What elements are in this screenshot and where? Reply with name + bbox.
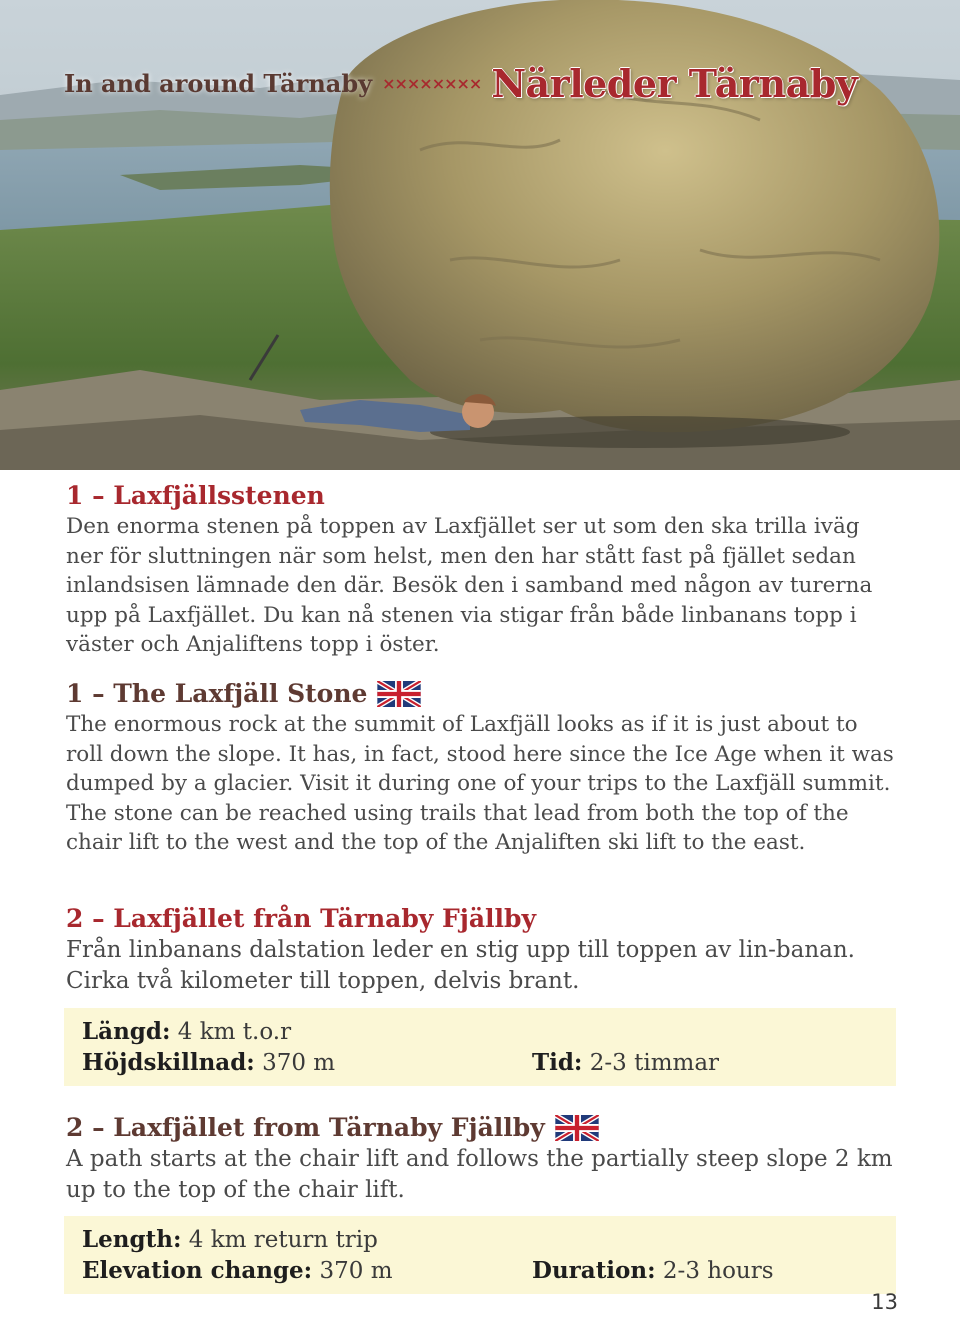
info-box-english bbox=[64, 1216, 896, 1294]
info-box-swedish bbox=[64, 1008, 896, 1086]
header-subtitle: In and around Tärnaby bbox=[64, 68, 373, 98]
page-header bbox=[64, 58, 857, 108]
section-heading: 1 – The Laxfjäll Stone bbox=[66, 678, 900, 710]
elevation-row: Elevation change: 370 m bbox=[82, 1257, 393, 1284]
length-row: Längd: 4 km t.o.r bbox=[82, 1018, 292, 1045]
section-1-swedish bbox=[66, 480, 900, 660]
elevation-row: Höjdskillnad: 370 m bbox=[82, 1049, 336, 1076]
section-heading: 2 – Laxfjället från Tärnaby Fjällby bbox=[66, 904, 537, 933]
uk-flag-icon bbox=[377, 681, 421, 707]
section-heading: 1 – Laxfjällsstenen bbox=[66, 481, 325, 510]
section-text: Från linbanans dalstation leder en stig upp till toppen av lin-banan. Cirka två kilometer till toppen, delvis brant. bbox=[66, 937, 855, 994]
section-text: A path starts at the chair lift and follows the partially steep slope 2 km up to the top of the chair lift. bbox=[66, 1146, 893, 1203]
length-row: Length: 4 km return trip bbox=[82, 1226, 378, 1253]
section-text: Den enorma stenen på toppen av Laxfjället ser ut som den ska trilla iväg ner för sluttningen när som helst, men den har stått fast på fjället sedan inlandsisen lämnade den där. Besök den i samband med någon av turerna upp på Laxfjället. Du kan nå stenen via stigar från både linbanans topp i väster och Anjaliftens topp i öster. bbox=[66, 514, 873, 657]
time-row: Duration: 2-3 hours bbox=[532, 1257, 774, 1284]
decorative-stars: ×××××××× bbox=[382, 73, 482, 93]
section-2-swedish bbox=[66, 903, 900, 997]
time-row: Tid: 2-3 timmar bbox=[532, 1049, 720, 1076]
page-number: 13 bbox=[871, 1290, 898, 1314]
section-1-english bbox=[66, 678, 900, 858]
header-title: Närleder Tärnaby bbox=[491, 60, 858, 106]
section-text: The enormous rock at the summit of Laxfjäll looks as if it is just about to roll down the slope. It has, in fact, stood here since the Ice Age when it was dumped by a glacier. Visit it during one of your trips to the Laxfjäll summit. The stone can be reached using trails that lead from both the top of the chair lift to the west and the top of the Anjaliften ski lift to the east. bbox=[66, 712, 894, 855]
section-2-english bbox=[66, 1112, 900, 1206]
section-heading: 2 – Laxfjället from Tärnaby Fjällby bbox=[66, 1112, 900, 1144]
uk-flag-icon bbox=[555, 1115, 599, 1141]
